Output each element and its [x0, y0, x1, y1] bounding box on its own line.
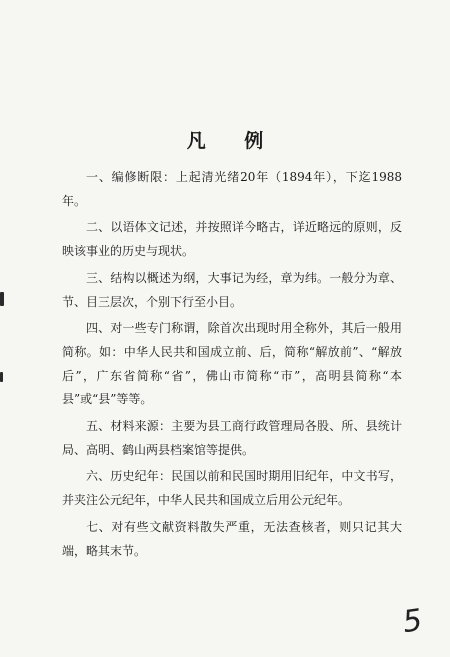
document-body — [62, 166, 402, 566]
scan-edge-mark — [0, 292, 4, 306]
page-title: 凡 例 — [186, 130, 280, 152]
paragraph-1: 一、编修断限：上起清光绪20年（1894年），下迄1988年。 — [62, 170, 402, 208]
scan-edge-mark — [0, 372, 3, 382]
page-number: 5 — [400, 602, 425, 641]
paragraph-7: 七、对有些文献资料散失严重，无法查核者，则只记其大端，略其末节。 — [62, 519, 402, 558]
paragraph-5: 五、材料来源：主要为县工商行政管理局各股、所、县统计局、高明、鹤山两县档案馆等提供。 — [62, 419, 402, 457]
paragraph-3: 三、结构以概述为纲，大事记为经，章为纬。一般分为章、节、目三层次，个别下行至小目。 — [62, 270, 402, 309]
paragraph-2: 二、以语体文记述，并按照详今略古，详近略远的原则，反映该事业的历史与现状。 — [62, 220, 402, 259]
paragraph-4: 四、对一些专门称谓，除首次出现时用全称外，其后一般用简称。如：中华人民共和国成立前、后，简称“解放前”、“解放后”，广东省简称“省”，佛山市简称“市”，高明县简称“本县”或“县”等等。 — [62, 321, 402, 407]
paragraph-6: 六、历史纪年：民国以前和民国时期用旧纪年，中文书写，并夹注公元纪年，中华人民共和国成立后用公元纪年。 — [62, 469, 402, 508]
